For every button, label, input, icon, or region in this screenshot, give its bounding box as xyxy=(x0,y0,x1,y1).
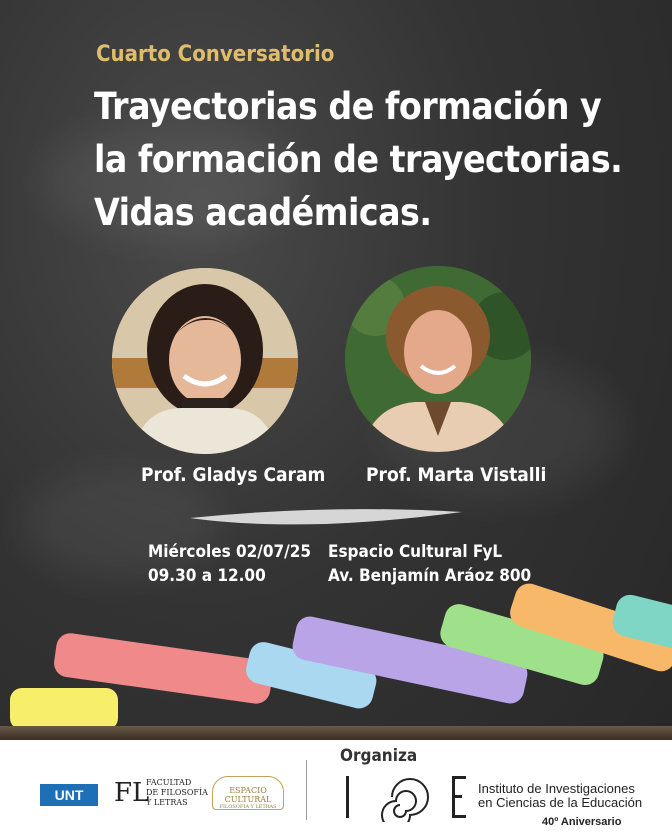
event-venue: Espacio Cultural FyL xyxy=(328,542,503,562)
event-title xyxy=(94,80,654,239)
iice-logo-mark xyxy=(340,772,470,822)
event-address: Av. Benjamín Aráoz 800 xyxy=(328,566,532,586)
ffyl-line: Y LETRAS xyxy=(146,798,188,807)
event-date: Miércoles 02/07/25 xyxy=(148,542,312,562)
speaker-name: Prof. Marta Vistalli xyxy=(366,464,547,486)
chalkboard-ledge xyxy=(0,726,672,740)
footer-divider xyxy=(306,760,307,820)
footer-logos xyxy=(0,740,672,840)
ffyl-line: DE FILOSOFÍA xyxy=(146,788,208,797)
event-subtitle: Cuarto Conversatorio xyxy=(96,42,335,67)
institute-name xyxy=(478,782,642,810)
espacio-cultural-logo xyxy=(212,776,284,810)
ffyl-logo-text xyxy=(146,778,208,808)
speaker-name: Prof. Gladys Caram xyxy=(141,464,326,486)
title-line: Vidas académicas. xyxy=(94,191,432,234)
institute-line: Instituto de Investigaciones xyxy=(478,781,635,796)
anniversary-label: 40º Aniversario xyxy=(542,816,622,828)
event-time: 09.30 a 12.00 xyxy=(148,566,266,586)
espacio-logo-line: ESPACIO CULTURAL xyxy=(224,786,272,804)
institute-line: en Ciencias de la Educación xyxy=(478,795,643,810)
espacio-logo-line: FILOSOFÍA Y LETRAS xyxy=(219,804,277,810)
chalk-stroke xyxy=(186,502,466,528)
organiza-label: Organiza xyxy=(340,746,418,766)
chalk-stick-yellow xyxy=(10,688,118,730)
speaker-photo-gladys-caram xyxy=(112,268,298,454)
ffyl-logo-mark: FL xyxy=(114,778,150,808)
title-line: Trayectorias de formación y xyxy=(94,85,602,128)
title-line: la formación de trayectorias. xyxy=(94,138,623,181)
speaker-photo-marta-vistalli xyxy=(345,266,531,452)
ffyl-line: FACULTAD xyxy=(146,778,192,787)
unt-logo: UNT xyxy=(40,784,98,806)
chalk-sticks xyxy=(0,580,672,740)
